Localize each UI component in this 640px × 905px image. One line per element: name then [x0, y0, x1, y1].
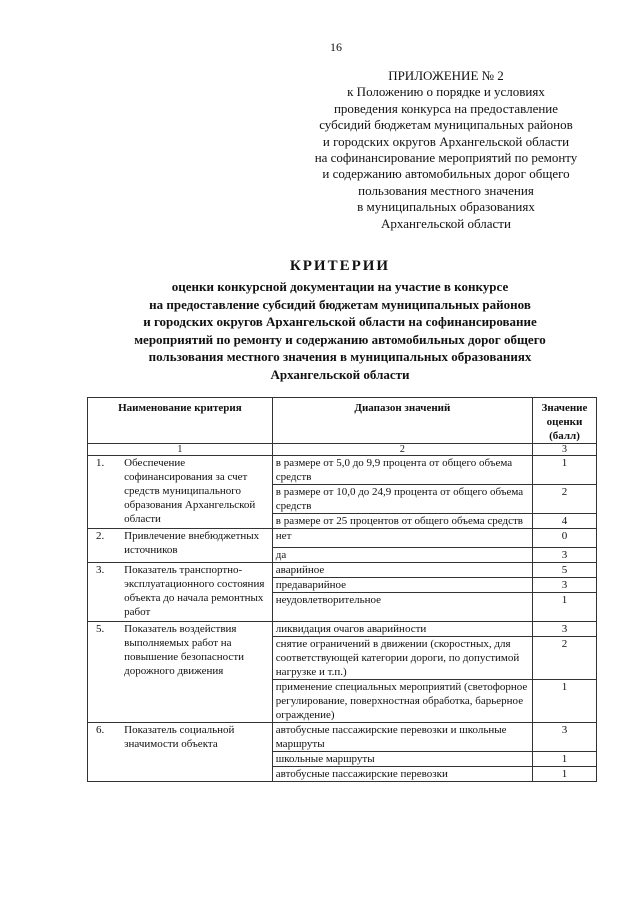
criterion-index: 2.: [88, 529, 125, 563]
criteria-subtitle-line: оценки конкурсной документации на участие в конкурсе: [171, 279, 509, 294]
score-cell: 1: [532, 456, 596, 485]
criteria-subtitle-line: и городских округов Архангельской области на софинансирование: [143, 314, 537, 329]
score-cell: 2: [532, 637, 596, 680]
range-cell: нет: [272, 529, 532, 548]
appendix-line: в муниципальных образованиях: [357, 199, 535, 215]
criteria-subtitle-line: мероприятий по ремонту и содержанию автомобильных дорог общего: [134, 331, 546, 347]
criteria-subtitle-line: пользования местного значения в муниципальных образованиях: [148, 349, 532, 364]
range-cell: в размере от 10,0 до 24,9 процента от общего объема средств: [272, 485, 532, 514]
criterion-name: Показатель транспортно-эксплуатационного состояния объекта до начала ремонтных работ: [124, 563, 272, 622]
score-cell: 3: [532, 548, 596, 563]
criteria-subtitle: [60, 278, 620, 383]
appendix-line: пользования местного значения: [358, 182, 534, 198]
criteria-table: [87, 397, 597, 782]
range-cell: школьные маршруты: [272, 752, 532, 767]
range-cell: аварийное: [272, 563, 532, 578]
criterion-index: 6.: [88, 723, 125, 782]
range-cell: автобусные пассажирские перевозки: [272, 767, 532, 782]
criterion-index: 1.: [88, 456, 125, 529]
table-row: [88, 456, 597, 485]
page-number: 16: [330, 40, 342, 54]
score-cell: 1: [532, 752, 596, 767]
header-range: Диапазон значений: [272, 398, 532, 444]
criteria-subtitle-line: Архангельской области: [270, 366, 410, 382]
range-cell: автобусные пассажирские перевозки и школьные маршруты: [272, 723, 532, 752]
appendix-title: ПРИЛОЖЕНИЕ № 2: [388, 68, 504, 83]
score-cell: 3: [532, 578, 596, 593]
appendix-line: к Положению о порядке и условиях: [347, 84, 545, 100]
criterion-index: 3.: [88, 563, 125, 622]
header-score: Значение оценки (балл): [532, 398, 596, 444]
appendix-line: и содержанию автомобильных дорог общего: [322, 166, 570, 182]
appendix-header: [292, 68, 600, 232]
criterion-name: Показатель социальной значимости объекта: [124, 723, 272, 782]
score-cell: 3: [532, 622, 596, 637]
range-cell: предаварийное: [272, 578, 532, 593]
criterion-name: Привлечение внебюджетных источников: [124, 529, 272, 563]
range-cell: неудовлетворительное: [272, 593, 532, 622]
range-cell: применение специальных мероприятий (светофорное регулирование, поверхностная обработка, барьерное ограждение): [272, 680, 532, 723]
range-cell: снятие ограничений в движении (скоростных, для соответствующей категории дороги, по допустимой нагрузке и т.п.): [272, 637, 532, 680]
table-row: [88, 563, 597, 578]
appendix-line: и городских округов Архангельской области: [322, 133, 570, 149]
table-row: [88, 529, 597, 548]
header-criterion: Наименование критерия: [88, 398, 273, 444]
score-cell: 4: [532, 514, 596, 529]
table-row: [88, 723, 597, 752]
appendix-line: субсидий бюджетам муниципальных районов: [319, 117, 573, 133]
column-number: 1: [88, 444, 273, 456]
criterion-name: Обеспечение софинансирования за счет средств муниципального образования Архангельской области: [124, 456, 272, 529]
table-row: [88, 622, 597, 637]
criterion-name: Показатель воздействия выполняемых работ на повышение безопасности дорожного движения: [124, 622, 272, 723]
score-cell: 1: [532, 767, 596, 782]
score-cell: 5: [532, 563, 596, 578]
score-cell: 1: [532, 680, 596, 723]
range-cell: да: [272, 548, 532, 563]
appendix-line: на софинансирование мероприятий по ремонту: [314, 150, 578, 166]
appendix-line: проведения конкурса на предоставление: [333, 100, 559, 116]
column-number: 2: [272, 444, 532, 456]
range-cell: в размере от 5,0 до 9,9 процента от общего объема средств: [272, 456, 532, 485]
score-cell: 3: [532, 723, 596, 752]
score-cell: 2: [532, 485, 596, 514]
range-cell: ликвидация очагов аварийности: [272, 622, 532, 637]
criterion-index: 5.: [88, 622, 125, 723]
criteria-subtitle-line: на предоставление субсидий бюджетам муниципальных районов: [149, 296, 531, 312]
appendix-line: Архангельской области: [381, 215, 511, 231]
score-cell: 1: [532, 593, 596, 622]
range-cell: в размере от 25 процентов от общего объема средств: [272, 514, 532, 529]
score-cell: 0: [532, 529, 596, 548]
criteria-title: КРИТЕРИИ: [289, 258, 391, 274]
column-number: 3: [532, 444, 596, 456]
